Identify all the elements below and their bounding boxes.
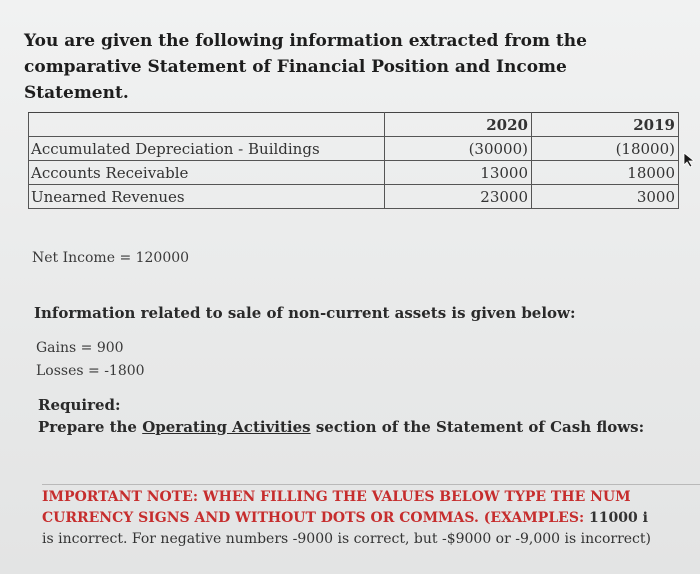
net-income-text: Net Income = 120000 <box>32 250 190 266</box>
table-row <box>29 161 679 185</box>
mouse-pointer-icon <box>683 152 697 168</box>
losses-text: Losses = -1800 <box>36 363 145 379</box>
prepare-instruction <box>38 418 644 436</box>
note-line-3: is incorrect. For negative numbers -9000 is correct, but -$9000 or -9,000 is incorrect) <box>42 531 651 547</box>
table-row <box>29 185 679 209</box>
operating-activities-underlined: Operating Activities <box>142 418 311 436</box>
heading-line-2: comparative Statement of Financial Position and Income Statement. <box>24 57 567 103</box>
note-line-2-example: 11000 i <box>589 510 648 526</box>
required-label: Required: <box>38 396 121 414</box>
heading-line-1: You are given the following information extracted from the <box>24 31 587 51</box>
note-line-1: IMPORTANT NOTE: WHEN FILLING THE VALUES BELOW TYPE THE NUM <box>42 489 631 505</box>
header-cell-label <box>29 113 385 137</box>
value-2019: 18000 <box>532 161 679 185</box>
gains-text: Gains = 900 <box>36 340 124 356</box>
prepare-suffix: section of the Statement of Cash flows: <box>310 418 645 436</box>
question-heading <box>24 28 664 106</box>
table-header-row <box>29 113 679 137</box>
table-row <box>29 137 679 161</box>
sale-info-heading: Information related to sale of non-current assets is given below: <box>34 304 576 322</box>
prepare-prefix: Prepare the <box>38 418 143 436</box>
value-2019: (18000) <box>532 137 679 161</box>
note-line-2 <box>42 508 700 529</box>
row-label: Accounts Receivable <box>29 161 385 185</box>
header-cell-2020: 2020 <box>385 113 532 137</box>
value-2020: (30000) <box>385 137 532 161</box>
value-2020: 23000 <box>385 185 532 209</box>
value-2020: 13000 <box>385 161 532 185</box>
note-line-2-red: CURRENCY SIGNS AND WITHOUT DOTS OR COMMAS. (EXAMPLES: <box>42 510 589 526</box>
value-2019: 3000 <box>532 185 679 209</box>
header-cell-2019: 2019 <box>532 113 679 137</box>
row-label: Unearned Revenues <box>29 185 385 209</box>
financial-data-table <box>28 112 679 209</box>
important-note <box>42 487 700 567</box>
row-label: Accumulated Depreciation - Buildings <box>29 137 385 161</box>
note-divider <box>42 484 700 485</box>
